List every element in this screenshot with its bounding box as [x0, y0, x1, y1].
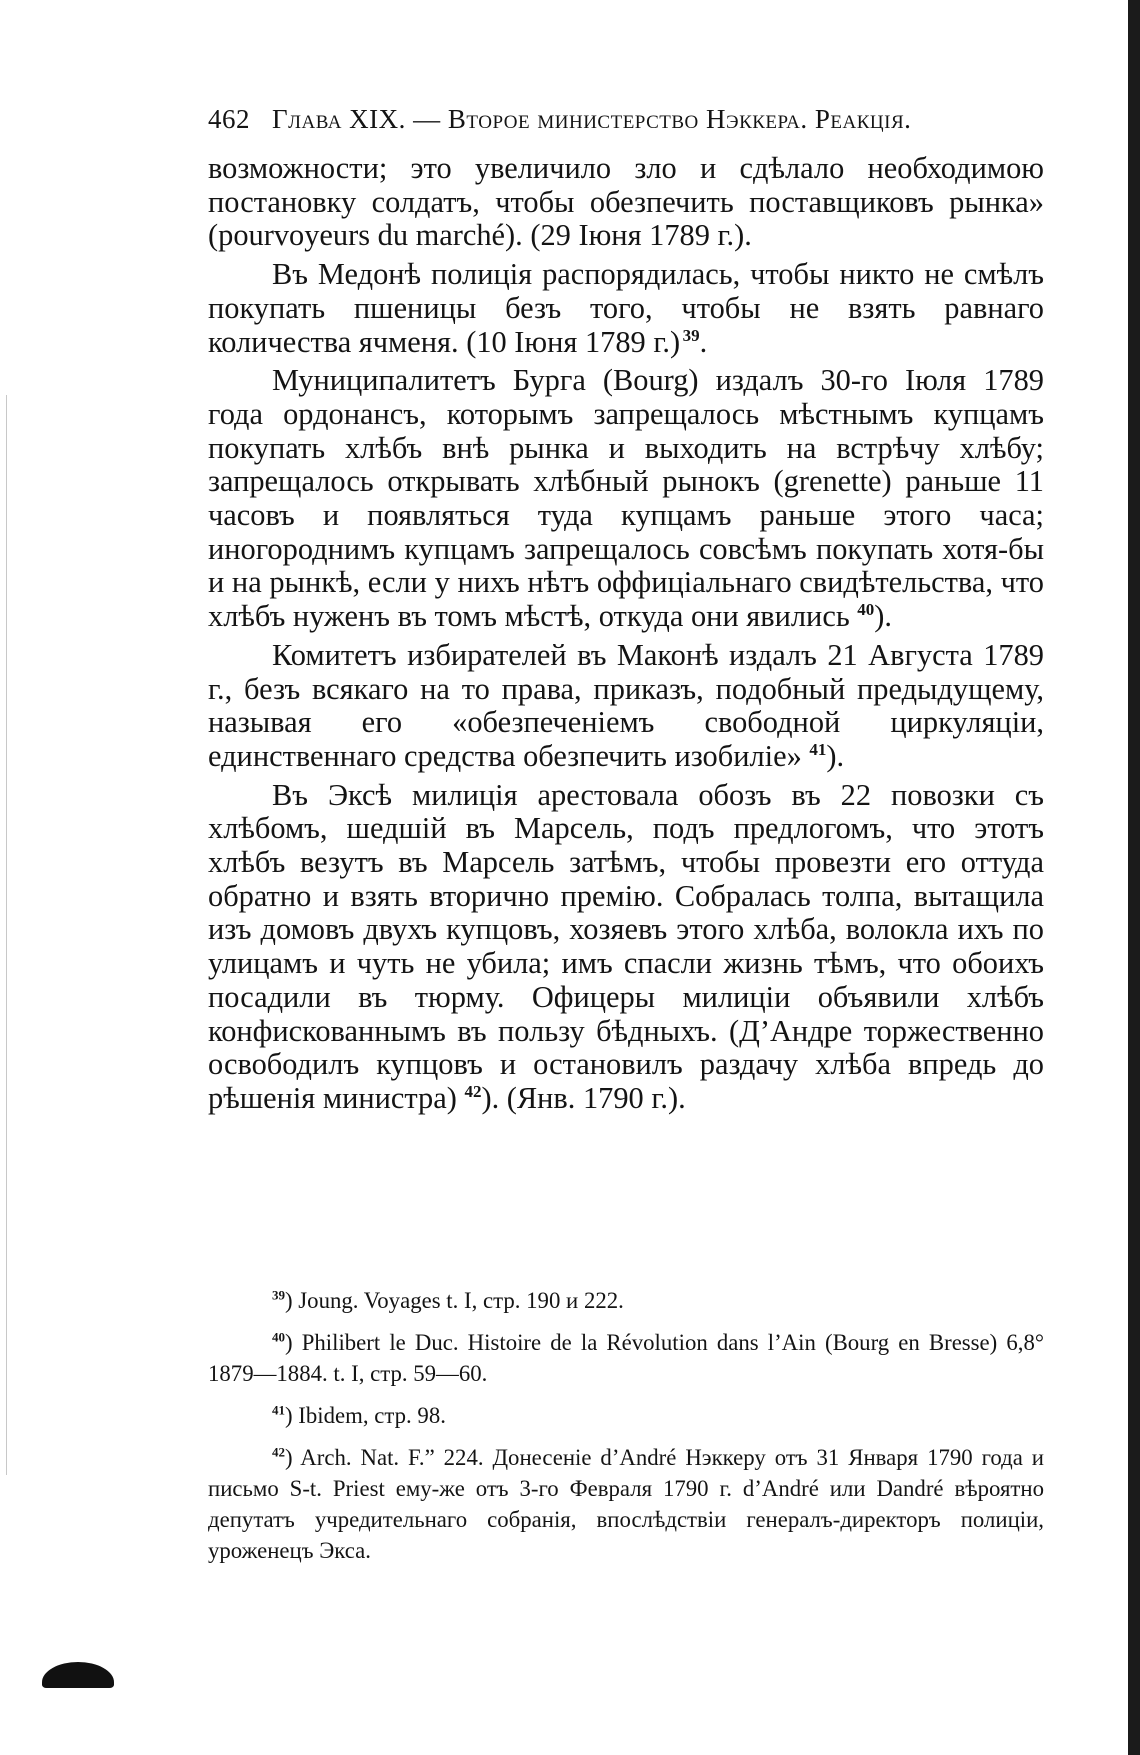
footnotes [208, 1285, 1044, 1577]
footnote-text: Arch. Nat. F.” 224. Донесеніе d’André Нэккеру отъ 31 Января 1790 года и письмо S-t. Priest ему-же отъ 3-го Февраля 1790 г. d’André или Dandré вѣроятно депутатъ учредительнаго собранія, впослѣдствіи генералъ-директоръ полиціи, уроженецъ Экса. [208, 1445, 1044, 1563]
footnote-ref: 39 [682, 325, 700, 345]
paragraph-tail: ). (Янв. 1790 г.). [481, 1080, 686, 1115]
paragraph-text: возможности; это увеличило зло и сдѣлало необходимою постановку солдатъ, чтобы обезпечить поставщиковъ рынка» (pourvoyeurs du marché). (29 Іюня 1789 г.). [208, 151, 1044, 253]
footnote-42: $^{42}$) Arch. Nat. F.” 224. Донесеніе d’André Нэккеру отъ 31 Января 1790 года и письмо S-t. Priest ему-же отъ 3-го Февраля 1790 г. d’André или Dandré вѣроятно депутатъ учредительнаго собранія, впослѣдствіи генералъ-директоръ полиціи, уроженецъ Экса. [208, 1444, 1044, 1563]
paragraph-text: Муниципалитетъ Бурга (Bourg) издалъ 30-го Іюля 1789 года ордонансъ, которымъ запрещалось мѣстнымъ купцамъ покупать хлѣбъ внѣ рынка и выходить на встрѣчу хлѣбу; запрещалось открывать хлѣбный рынокъ (grenette) раньше 11 часовъ и появляться туда купцамъ раньше этого часа; иногороднимъ купцамъ запрещалось совсѣмъ покупать хотя-бы и на рынкѣ, если у нихъ нѣтъ оффиціальнаго свидѣтельства, что хлѣбъ нуженъ въ томъ мѣстѣ, откуда они явились [208, 363, 1044, 634]
paragraph-text: Комитетъ избирателей въ Маконѣ издалъ 21 Августа 1789 г., безъ всякаго на то права, приказъ, подобный предыдущему, называя его «обезпеченіемъ свободной циркуляціи, единственнаго средства обезпечить изобиліе» [208, 637, 1044, 773]
footnote-mark: 41 [272, 1402, 285, 1418]
paragraph-tail: ). [874, 599, 893, 634]
paragraph-1 [208, 152, 1044, 253]
running-title: Глава XIX. — Второе министерство Нэккера. Реакція. [272, 104, 912, 134]
paragraph-tail: ). [826, 738, 845, 773]
footnote-text: Ibidem, стр. 98. [298, 1403, 446, 1428]
paragraph-5 [208, 779, 1044, 1116]
scan-edge-line [6, 395, 7, 1475]
footnote-text: Philibert le Duc. Histoire de la Révolution dans l’Ain (Bourg en Bresse) 6,8° 1879—1884. t. I, стр. 59—60. [208, 1330, 1044, 1386]
main-text [208, 152, 1044, 1116]
page-header [208, 104, 1048, 135]
paragraph-4 [208, 639, 1044, 774]
paragraph-tail: . [699, 324, 708, 359]
footnote-mark: 42 [272, 1444, 285, 1460]
footnote-ref: 41 [809, 739, 827, 759]
footnote-ref: 42 [464, 1081, 482, 1101]
footnote-41: $^{41}$) Ibidem, стр. 98. [272, 1402, 446, 1428]
paragraph-text: Въ Эксѣ милиція арестовала обозъ въ 22 повозки съ хлѣбомъ, шедшій въ Марсель, подъ предлогомъ, что этотъ хлѣбъ везутъ въ Марсель затѣмъ, чтобы провезти его оттуда обратно и взять вторично премію. Собралась толпа, вытащила изъ домовъ двухъ купцовъ, хозяевъ этого хлѣба, волокла ихъ по улицамъ и чуть не убила; имъ спасли жизнь тѣмъ, что обоихъ посадили въ тюрму. Офицеры милиціи объявили хлѣбъ конфискованнымъ въ пользу бѣдныхъ. (Д’Андре торжественно освободилъ купцовъ и остановилъ раздачу хлѣба впредь до рѣшенія министра) [208, 777, 1044, 1115]
paragraph-2 [208, 258, 1044, 359]
ink-blot [42, 1662, 114, 1688]
footnote-text: Joung. Voyages t. I, стр. 190 и 222. [298, 1288, 624, 1313]
footnote-mark: 39 [272, 1287, 285, 1303]
paragraph-text: Въ Медонѣ полиція распорядилась, чтобы никто не смѣлъ покупать пшеницы безъ того, чтобы не взять равнаго количества ячменя. (10 Іюня 1789 г.) [208, 257, 1044, 359]
page-number: 462 [208, 104, 250, 134]
paragraph-3 [208, 364, 1044, 634]
footnote-mark: 40 [272, 1329, 285, 1345]
footnote-ref: 40 [857, 600, 875, 620]
footnote-39: $^{39}$) Joung. Voyages t. I, стр. 190 и 222. [272, 1287, 624, 1313]
scan-edge-bar [1128, 0, 1140, 1755]
footnote-40: $^{40}$) Philibert le Duc. Histoire de la Révolution dans l’Ain (Bourg en Bresse) 6,8° 1879—1884. t. I, стр. 59—60. [208, 1329, 1044, 1386]
